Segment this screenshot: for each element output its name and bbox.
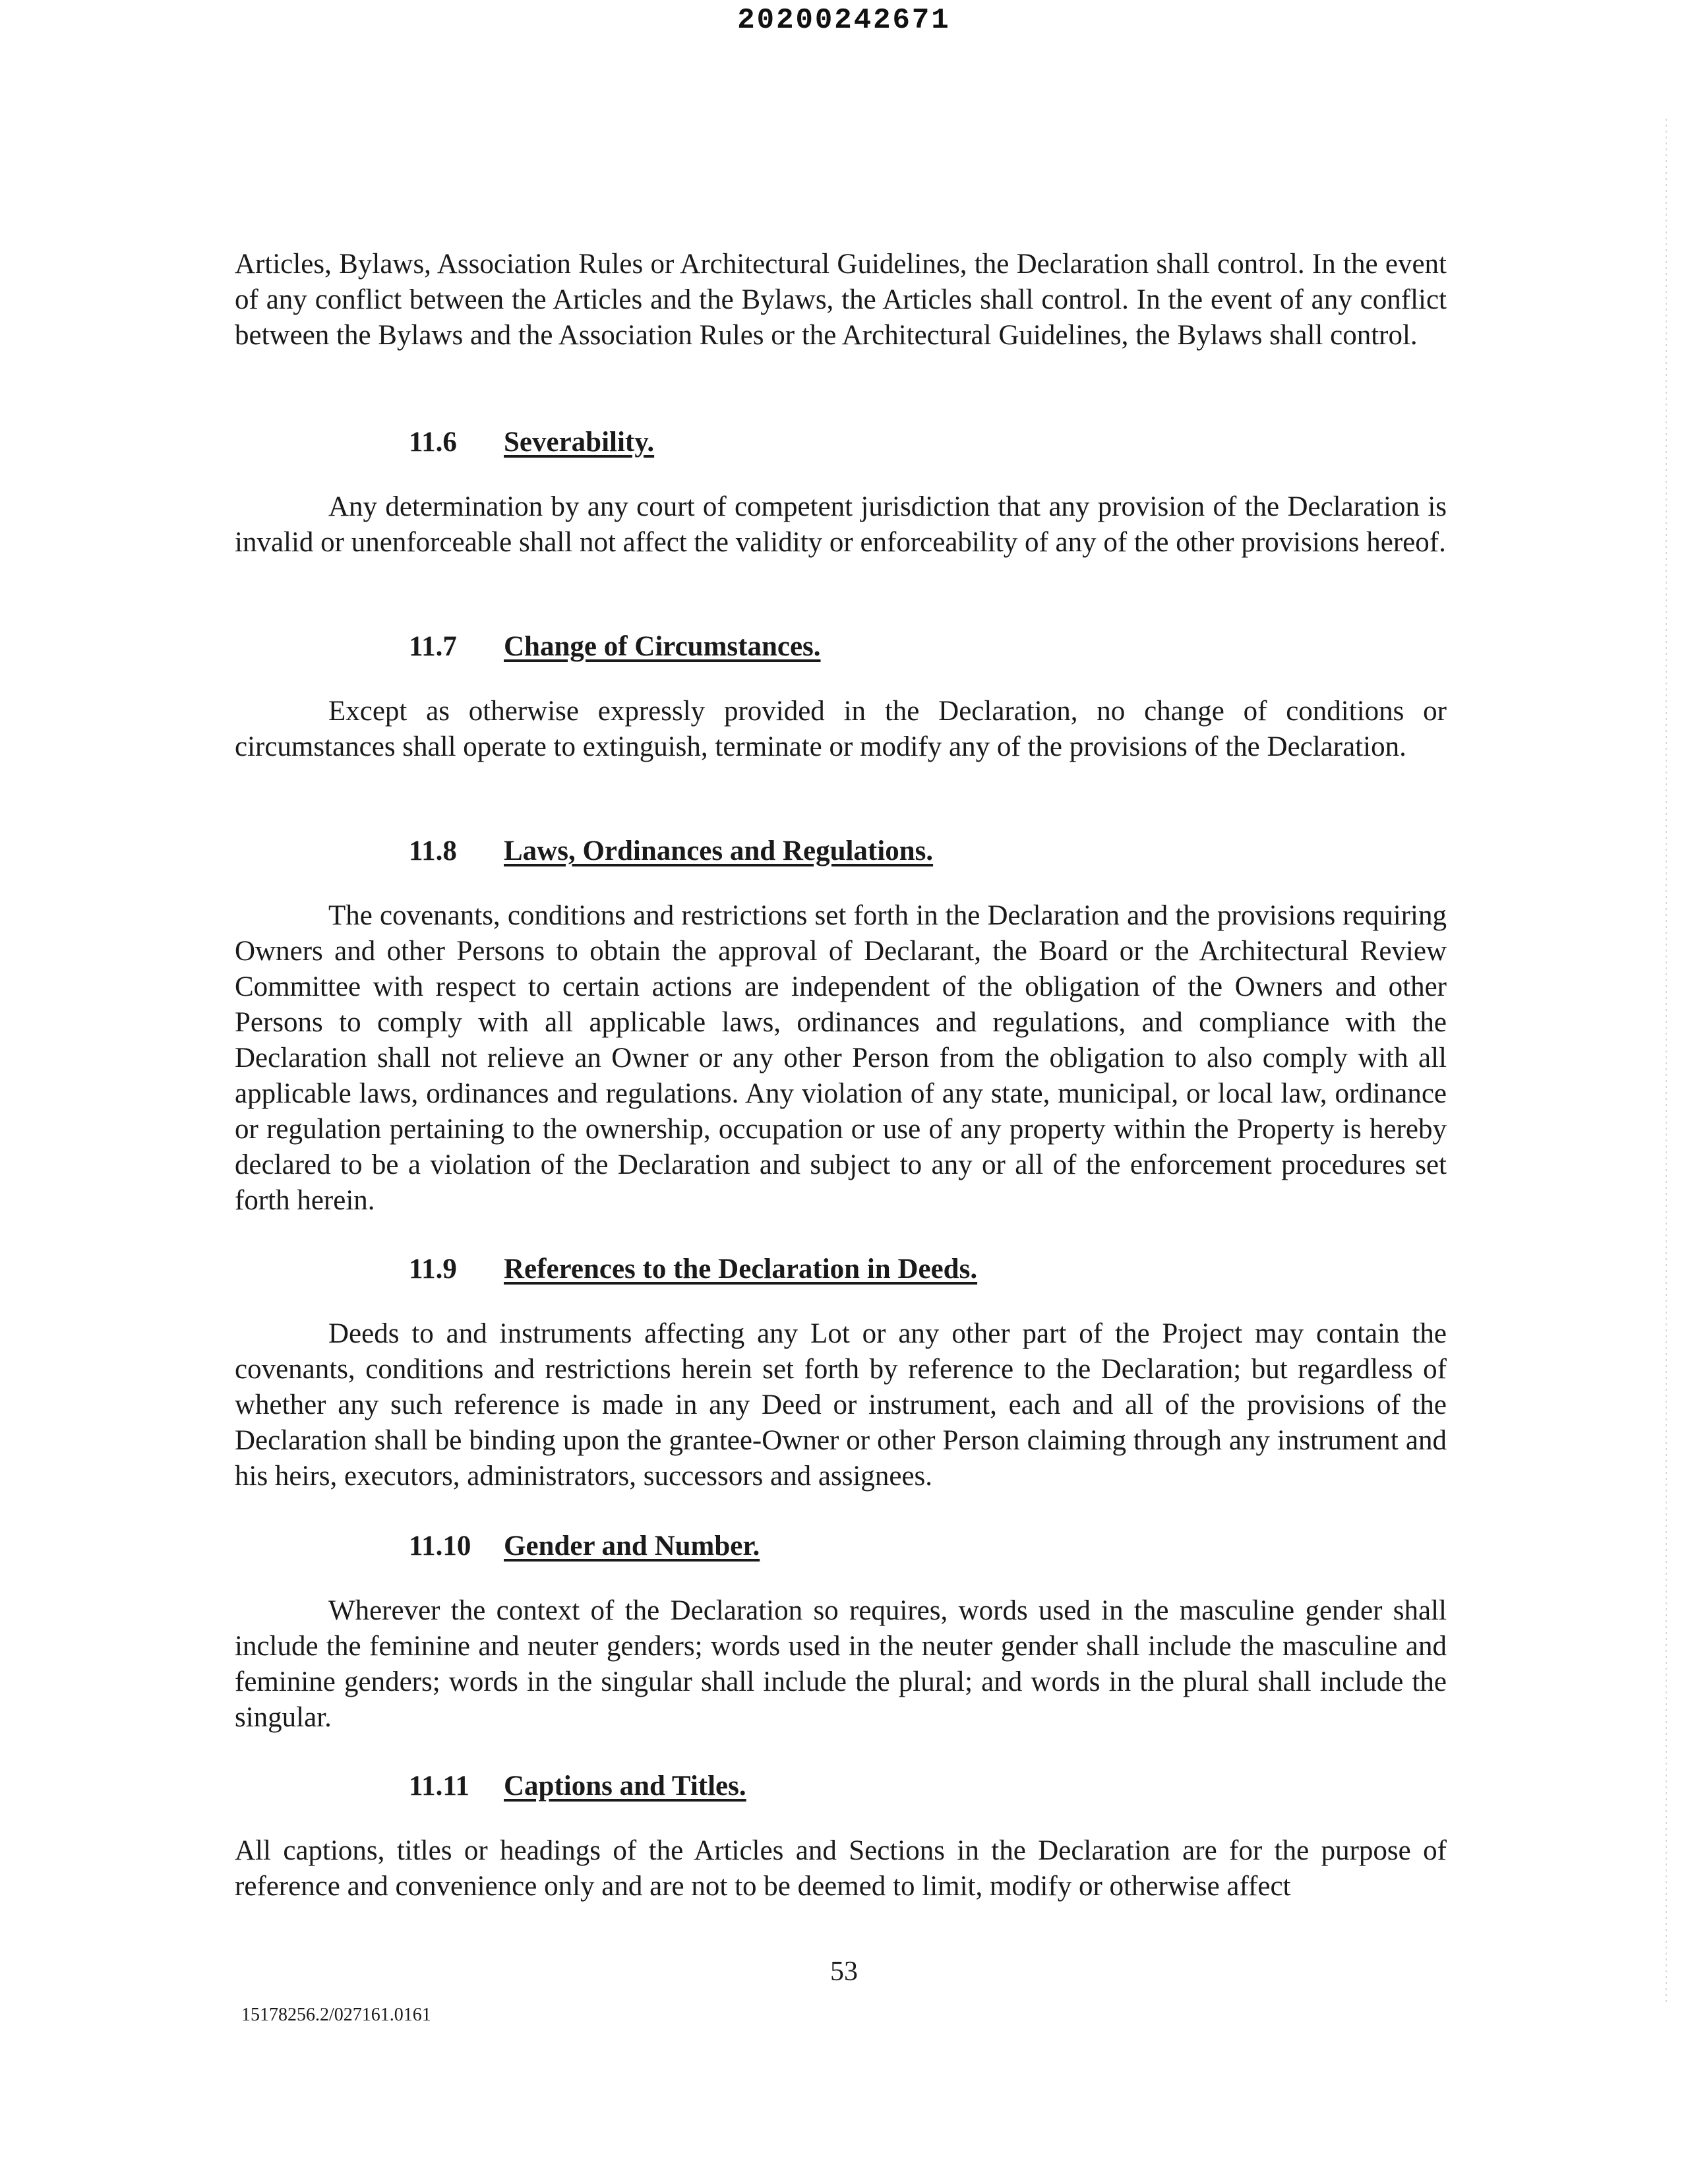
paragraph-gender-and-number: [235, 1593, 1447, 1736]
section-number: 11.6: [409, 427, 457, 458]
section-heading-11-7: [409, 630, 821, 663]
paragraph-continuation: [235, 247, 1447, 353]
section-title: Severability.: [504, 427, 655, 458]
section-title: References to the Declaration in Deeds.: [504, 1254, 978, 1285]
section-heading-11-11: [409, 1770, 746, 1802]
section-heading-11-8: [409, 835, 933, 867]
section-number: 11.9: [409, 1254, 457, 1285]
paragraph-text: Wherever the context of the Declaration so requires, words used in the masculine gender shall include the feminine and neuter genders; words used in the neuter gender shall include the masculine and feminine genders; words in the singular shall include the plural; and words in the plural shall include the singular.: [235, 1595, 1447, 1733]
section-title: Captions and Titles.: [504, 1771, 746, 1802]
section-number: 11.7: [409, 631, 457, 662]
section-number: 11.10: [409, 1531, 471, 1562]
document-id: 15178256.2/027161.0161: [241, 2005, 431, 2025]
paragraph-text: Any determination by any court of competent jurisdiction that any provision of the Declaration is invalid or unenforceable shall not affect the validity or enforceability of any of the other provisions hereof.: [235, 491, 1447, 558]
section-title: Change of Circumstances.: [504, 631, 821, 662]
section-number: 11.8: [409, 835, 457, 866]
section-title: Gender and Number.: [504, 1531, 760, 1562]
paragraph-text: Deeds to and instruments affecting any Lot or any other part of the Project may contain the covenants, conditions and restrictions herein set forth by reference to the Declaration; but regardless of whether any such reference is made in any Deed or instrument, each and all of the provisions of the Declaration shall be binding upon the grantee-Owner or other Person claiming through any instrument and his heirs, executors, administrators, successors and assignees.: [235, 1318, 1447, 1492]
paragraph-severability: [235, 489, 1447, 561]
paragraph-change-of-circumstances: [235, 694, 1447, 765]
paragraph-laws-ordinances: [235, 898, 1447, 1219]
paragraph-captions-and-titles: [235, 1833, 1447, 1904]
section-number: 11.11: [409, 1771, 470, 1802]
section-title: Laws, Ordinances and Regulations.: [504, 835, 934, 866]
recording-number: 20200242671: [737, 4, 951, 37]
section-heading-11-10: [409, 1530, 760, 1562]
paragraph-text: All captions, titles or headings of the Articles and Sections in the Declaration are for the purpose of reference and convenience only and are not to be deemed to limit, modify or otherwise affect: [235, 1835, 1447, 1902]
section-heading-11-9: [409, 1253, 977, 1285]
page-number: 53: [830, 1957, 858, 1987]
paragraph-text: The covenants, conditions and restrictions set forth in the Declaration and the provisions requiring Owners and other Persons to obtain the approval of Declarant, the Board or the Architectural Review Committee with respect to certain actions are independent of the obligation of the Owners and other Persons to comply with all applicable laws, ordinances and regulations, and compliance with the Declaration shall not relieve an Owner or any other Person from the obligation to also comply with all applicable laws, ordinances and regulations. Any violation of any state, municipal, or local law, ordinance or regulation pertaining to the ownership, occupation or use of any property within the Property is hereby declared to be a violation of the Declaration and subject to any or all of the enforcement procedures set forth herein.: [235, 900, 1447, 1216]
section-heading-11-6: [409, 426, 654, 458]
paragraph-text: Articles, Bylaws, Association Rules or Architectural Guidelines, the Declaration shall control. In the event of any conflict between the Articles and the Bylaws, the Articles shall control. In the event of any conflict between the Bylaws and the Association Rules or the Architectural Guidelines, the Bylaws shall control.: [235, 249, 1447, 351]
paragraph-text: Except as otherwise expressly provided in the Declaration, no change of conditions or circumstances shall operate to extinguish, terminate or modify any of the provisions of the Declaration.: [235, 696, 1447, 762]
paragraph-references-in-deeds: [235, 1316, 1447, 1494]
scan-edge-artifact: [1666, 119, 1667, 2005]
